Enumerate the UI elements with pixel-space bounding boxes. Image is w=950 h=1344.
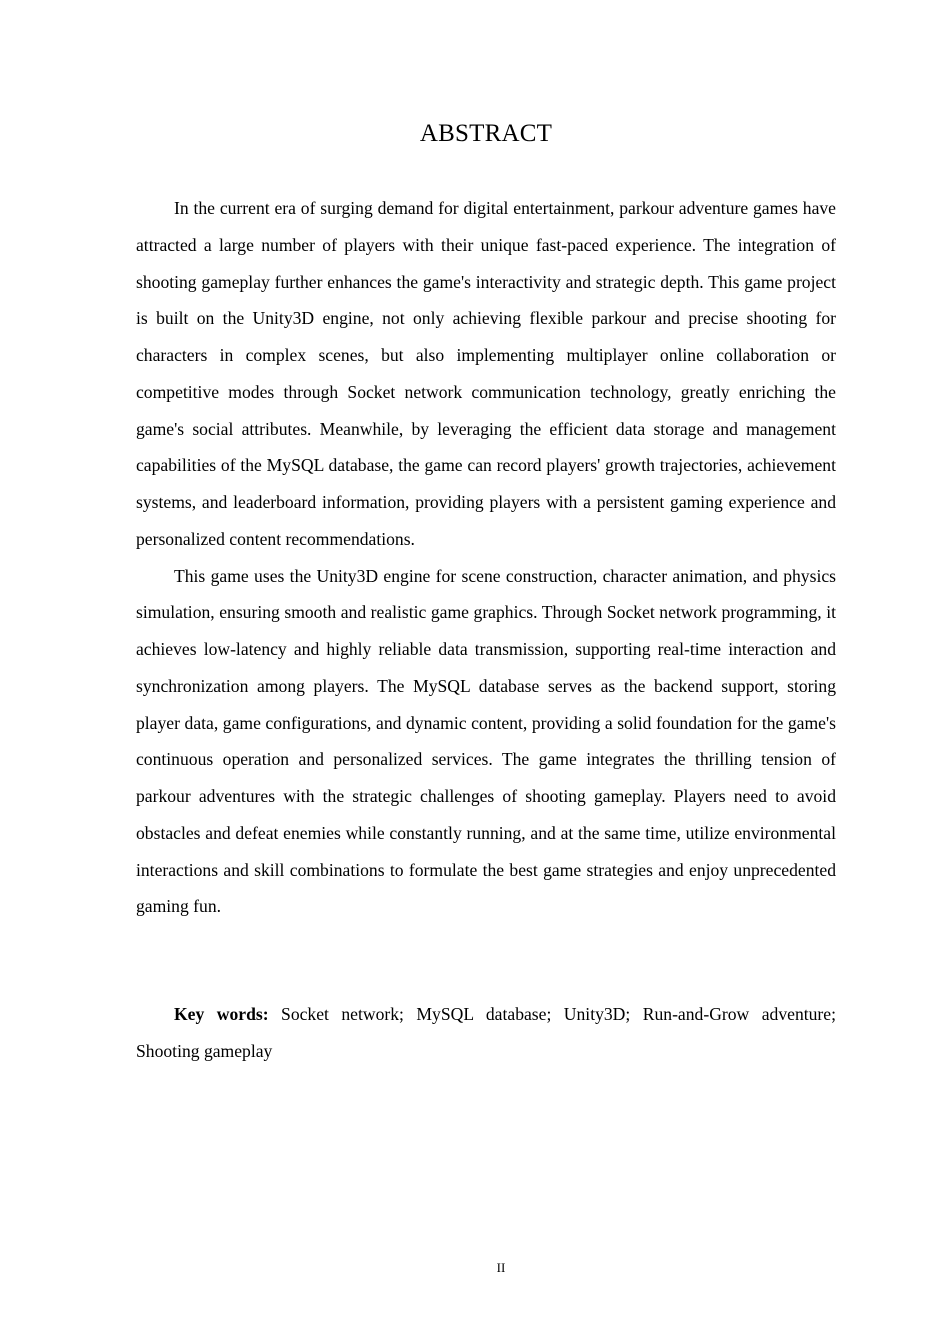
- keywords-line: [136, 996, 836, 1070]
- keywords-text: Socket network; MySQL database; Unity3D; Run-and-Grow adventure; Shooting gameplay: [136, 1004, 836, 1061]
- abstract-body: [136, 190, 836, 925]
- page-number: II: [496, 1260, 506, 1275]
- abstract-title: ABSTRACT: [419, 120, 553, 147]
- keywords-label: Key words:: [174, 1004, 269, 1024]
- abstract-paragraph-1: In the current era of surging demand for digital entertainment, parkour adventure games have attracted a large number of players with their unique fast-paced experience. The integration of shooting gameplay further enhances the game's interactivity and strategic depth. This game project is built on the Unity3D engine, not only achieving flexible parkour and precise shooting for characters in complex scenes, but also implementing multiplayer online collaboration or competitive modes through Socket network communication technology, greatly enriching the game's social attributes. Meanwhile, by leveraging the efficient data storage and management capabilities of the MySQL database, the game can record players' growth trajectories, achievement systems, and leaderboard information, providing players with a persistent gaming experience and personalized content recommendations.: [136, 198, 836, 549]
- abstract-paragraph-2: This game uses the Unity3D engine for scene construction, character animation, and physics simulation, ensuring smooth and realistic game graphics. Through Socket network programming, it achieves low-latency and highly reliable data transmission, supporting real-time interaction and synchronization among players. The MySQL database serves as the backend support, storing player data, game configurations, and dynamic content, providing a solid foundation for the game's continuous operation and personalized services. The game integrates the thrilling tension of parkour adventures with the strategic challenges of shooting gameplay. Players need to avoid obstacles and defeat enemies while constantly running, and at the same time, utilize environmental interactions and skill combinations to formulate the best game strategies and enjoy unprecedented gaming fun.: [136, 565, 836, 917]
